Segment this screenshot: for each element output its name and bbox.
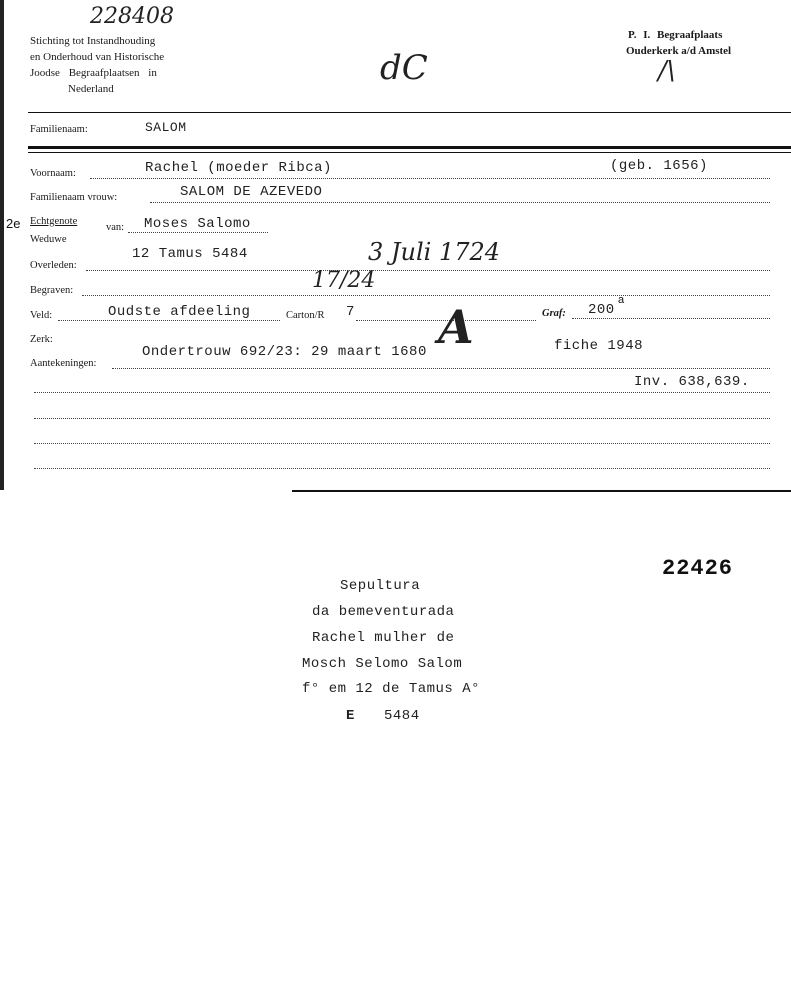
echtgenote-label: Echtgenote	[30, 216, 78, 227]
familienaam-vrouw-label: Familienaam vrouw:	[30, 192, 118, 203]
veld-label: Veld:	[30, 310, 53, 321]
org-line-1: Stichting tot Instandhouding	[30, 35, 156, 47]
overleden-jewish-date: 12 Tamus 5484	[132, 246, 248, 262]
graf-label: Graf:	[542, 308, 566, 319]
transcription-line-1: Sepultura	[340, 578, 421, 594]
graf-line	[572, 318, 770, 319]
org-line-2: en Onderhoud van Historische	[30, 51, 165, 63]
cemetery-line-1: P. I. Begraafplaats	[628, 29, 723, 41]
document-number: 22426	[662, 556, 734, 581]
van-value: Moses Salomo	[144, 216, 251, 232]
familienaam-vrouw-value: SALOM DE AZEVEDO	[180, 184, 323, 200]
weduwe-label: Weduwe	[30, 234, 67, 245]
carton-label: Carton/R	[286, 310, 325, 321]
voornaam-value: Rachel (moeder Ribca)	[145, 160, 332, 176]
aantekeningen-line-5	[34, 468, 770, 469]
top-rule	[28, 112, 791, 113]
overleden-line	[86, 270, 770, 271]
aantekeningen-line-4	[34, 443, 770, 444]
transcription-line-5: f° em 12 de Tamus A°	[302, 681, 481, 697]
graf-value: 200	[588, 302, 615, 318]
begraven-line	[82, 295, 770, 296]
carton-value: 7	[346, 304, 355, 320]
aantekeningen-line-3	[34, 418, 770, 419]
cemetery-mark: /\	[658, 56, 676, 86]
inv-value: Inv. 638,639.	[634, 374, 750, 390]
zerk-label: Zerk:	[30, 334, 53, 345]
handwritten-mark: dC	[380, 48, 428, 88]
familienaam-value: SALOM	[145, 120, 187, 135]
veld-value: Oudste afdeeling	[108, 304, 251, 320]
aantekeningen-line-2	[34, 392, 770, 393]
aantekeningen-line-1	[112, 368, 770, 369]
transcription-year-prefix: E	[346, 708, 355, 724]
thin-rule	[28, 152, 791, 153]
voornaam-line	[90, 178, 770, 179]
transcription-line-6: 5484	[384, 708, 420, 724]
echtgenote-prefix: 2e	[6, 216, 21, 231]
transcription-line-4: Mosch Selomo Salom	[302, 656, 463, 672]
overleden-label: Overleden:	[30, 260, 77, 271]
org-line-3: Joodse Begraafplaatsen in	[30, 67, 157, 79]
graf-superscript: a	[618, 294, 625, 306]
thick-rule	[28, 146, 791, 149]
overleden-handwritten-date: 3 Juli 1724	[368, 238, 501, 266]
cemetery-line-2: Ouderkerk a/d Amstel	[626, 45, 732, 57]
familienaam-label: Familienaam:	[30, 124, 88, 135]
voornaam-label: Voornaam:	[30, 168, 76, 179]
org-line-4: Nederland	[68, 83, 114, 95]
transcription-line-3: Rachel mulher de	[312, 630, 455, 646]
aantekeningen-label: Aantekeningen:	[30, 358, 97, 369]
begraven-handwritten-date: 17/24	[312, 268, 376, 293]
transcription-line-2: da bemeventurada	[312, 604, 455, 620]
familienaam-vrouw-line	[150, 202, 770, 203]
card-left-edge	[0, 0, 4, 490]
zerk-handwritten-mark: A	[438, 300, 474, 354]
handwritten-id: 228408	[90, 4, 174, 29]
van-label: van:	[106, 222, 125, 233]
begraven-label: Begraven:	[30, 285, 74, 296]
fiche-value: fiche 1948	[554, 338, 644, 354]
aantekening-value: Ondertrouw 692/23: 29 maart 1680	[142, 344, 427, 360]
card-bottom-rule	[292, 490, 791, 492]
veld-line	[58, 320, 280, 321]
geb-value: (geb. 1656)	[610, 158, 708, 174]
van-line	[128, 232, 268, 233]
